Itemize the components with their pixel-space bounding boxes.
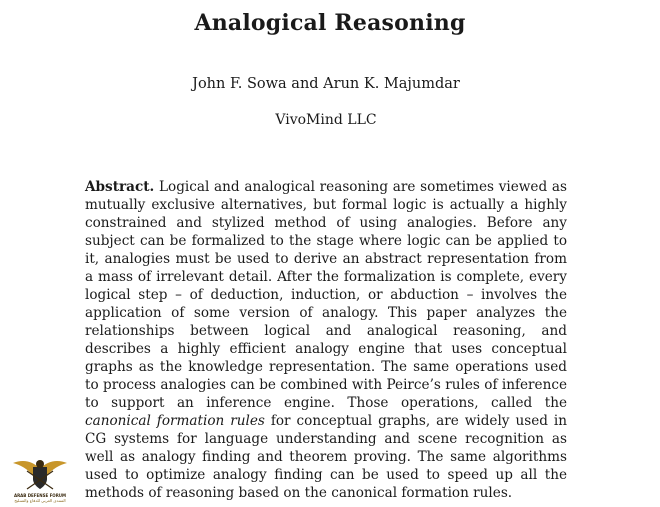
eagle-emblem-icon (5, 455, 75, 493)
abstract-italic-term: canonical formation rules (85, 413, 265, 429)
watermark-text-english: ARAB DEFENSE FORUM (13, 493, 67, 498)
paper-affiliation: VivoMind LLC (275, 112, 377, 128)
forum-watermark-logo (5, 455, 75, 503)
watermark-text-arabic: المنتدى العربي للدفاع والتسليح (14, 498, 66, 503)
abstract-paragraph (85, 178, 567, 502)
abstract-text-part-2: for conceptual graphs, are widely used in CG systems for language understanding and scene recognition as well as analogy finding and theorem proving. The same algorithms used to optimize analogy finding can be used to speed up all the methods of reasoning based on the canonical formation rules. (85, 413, 568, 501)
paper-title: Analogical Reasoning (194, 10, 466, 36)
abstract-text-part-1: Logical and analogical reasoning are sometimes viewed as mutually exclusive alternatives, but formal logic is actually a highly constrained and stylized method of using analogies. Before any subject can be formalized to the stage where logic can be applied to it, analogies must be used to derive an abstract representation from a mass of irrelevant detail. After the formalization is complete, every logical step – of deduction, induction, or abduction – involves the application of some version of analogy. This paper analyzes the relationships between logical and analogical reasoning, and describes a highly efficient analogy engine that uses conceptual graphs as the knowledge representation. The same operations used to process analogies can be combined with Peirce’s rules of inference to support an inference engine. Those operations, called the (85, 179, 567, 411)
abstract-label: Abstract. (85, 179, 155, 195)
paper-authors: John F. Sowa and Arun K. Majumdar (192, 76, 460, 92)
